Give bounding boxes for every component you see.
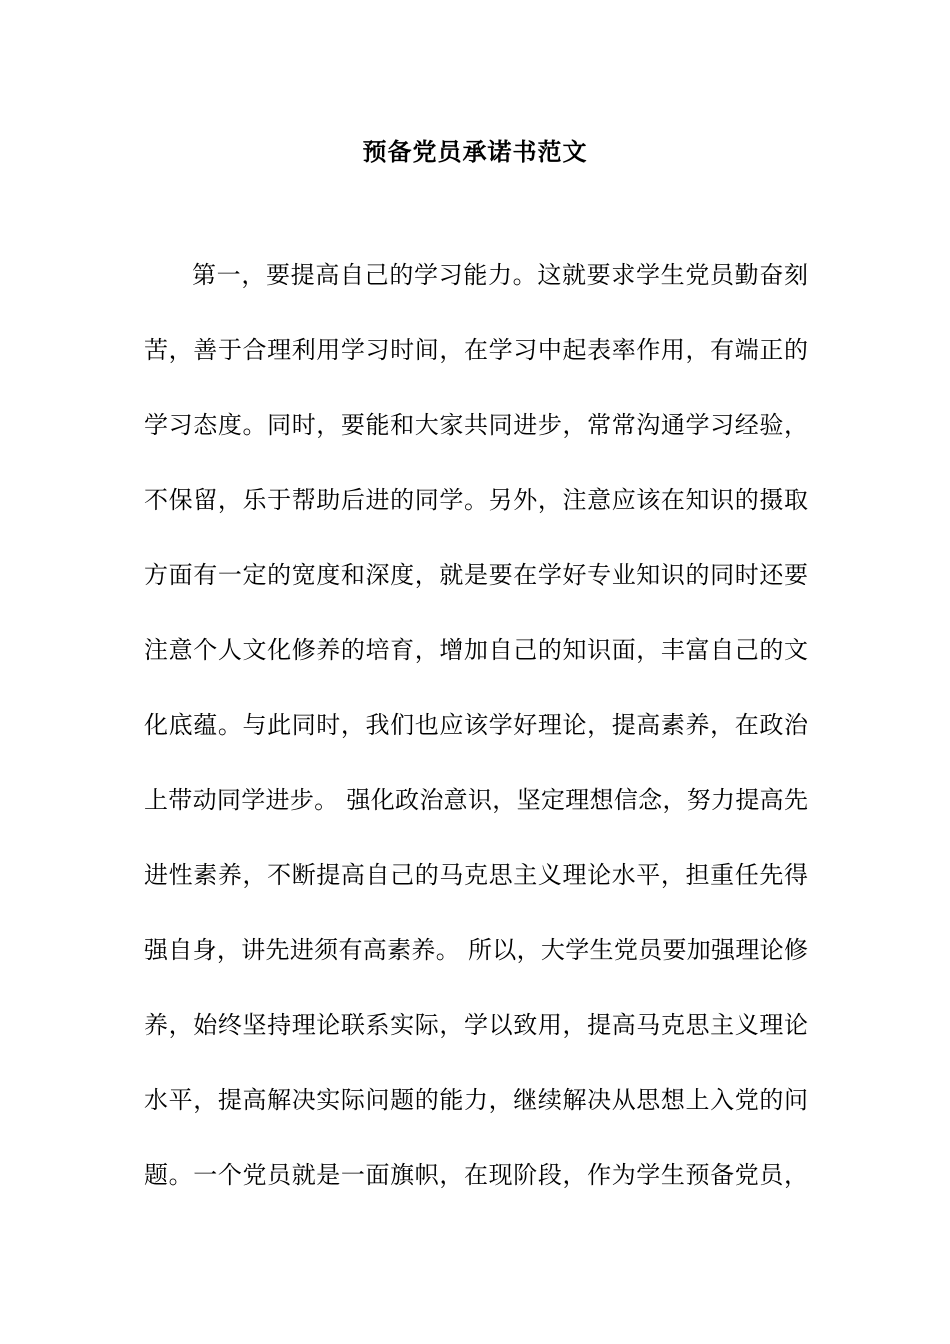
paragraph-line: 第一，要提高自己的学习能力。这就要求学生党员勤奋刻: [192, 261, 808, 289]
paragraph-line: 水平，提高解决实际问题的能力，继续解决从思想上入党的问: [144, 1086, 808, 1114]
paragraph-line: 注意个人文化修养的培育，增加自己的知识面，丰富自己的文: [144, 636, 808, 664]
document-title: 预备党员承诺书范文: [362, 137, 588, 166]
paragraph-line: 养，始终坚持理论联系实际，学以致用，提高马克思主义理论: [144, 1011, 808, 1039]
paragraph-line: 学习态度。同时，要能和大家共同进步，常常沟通学习经验，: [144, 411, 808, 439]
paragraph-line: 题。一个党员就是一面旗帜，在现阶段，作为学生预备党员，: [144, 1161, 808, 1189]
paragraph-line: 强自身，讲先进须有高素养。 所以，大学生党员要加强理论修: [144, 936, 808, 964]
paragraph-line: 上带动同学进步。 强化政治意识，坚定理想信念，努力提高先: [144, 786, 808, 814]
paragraph-line: 进性素养，不断提高自己的马克思主义理论水平，担重任先得: [144, 861, 808, 889]
paragraph-line: 苦，善于合理利用学习时间，在学习中起表率作用，有端正的: [144, 336, 808, 364]
paragraph-line: 化底蕴。与此同时，我们也应该学好理论，提高素养，在政治: [144, 711, 808, 739]
paragraph-line: 方面有一定的宽度和深度，就是要在学好专业知识的同时还要: [144, 561, 808, 589]
paragraph-line: 不保留，乐于帮助后进的同学。另外，注意应该在知识的摄取: [144, 486, 808, 514]
